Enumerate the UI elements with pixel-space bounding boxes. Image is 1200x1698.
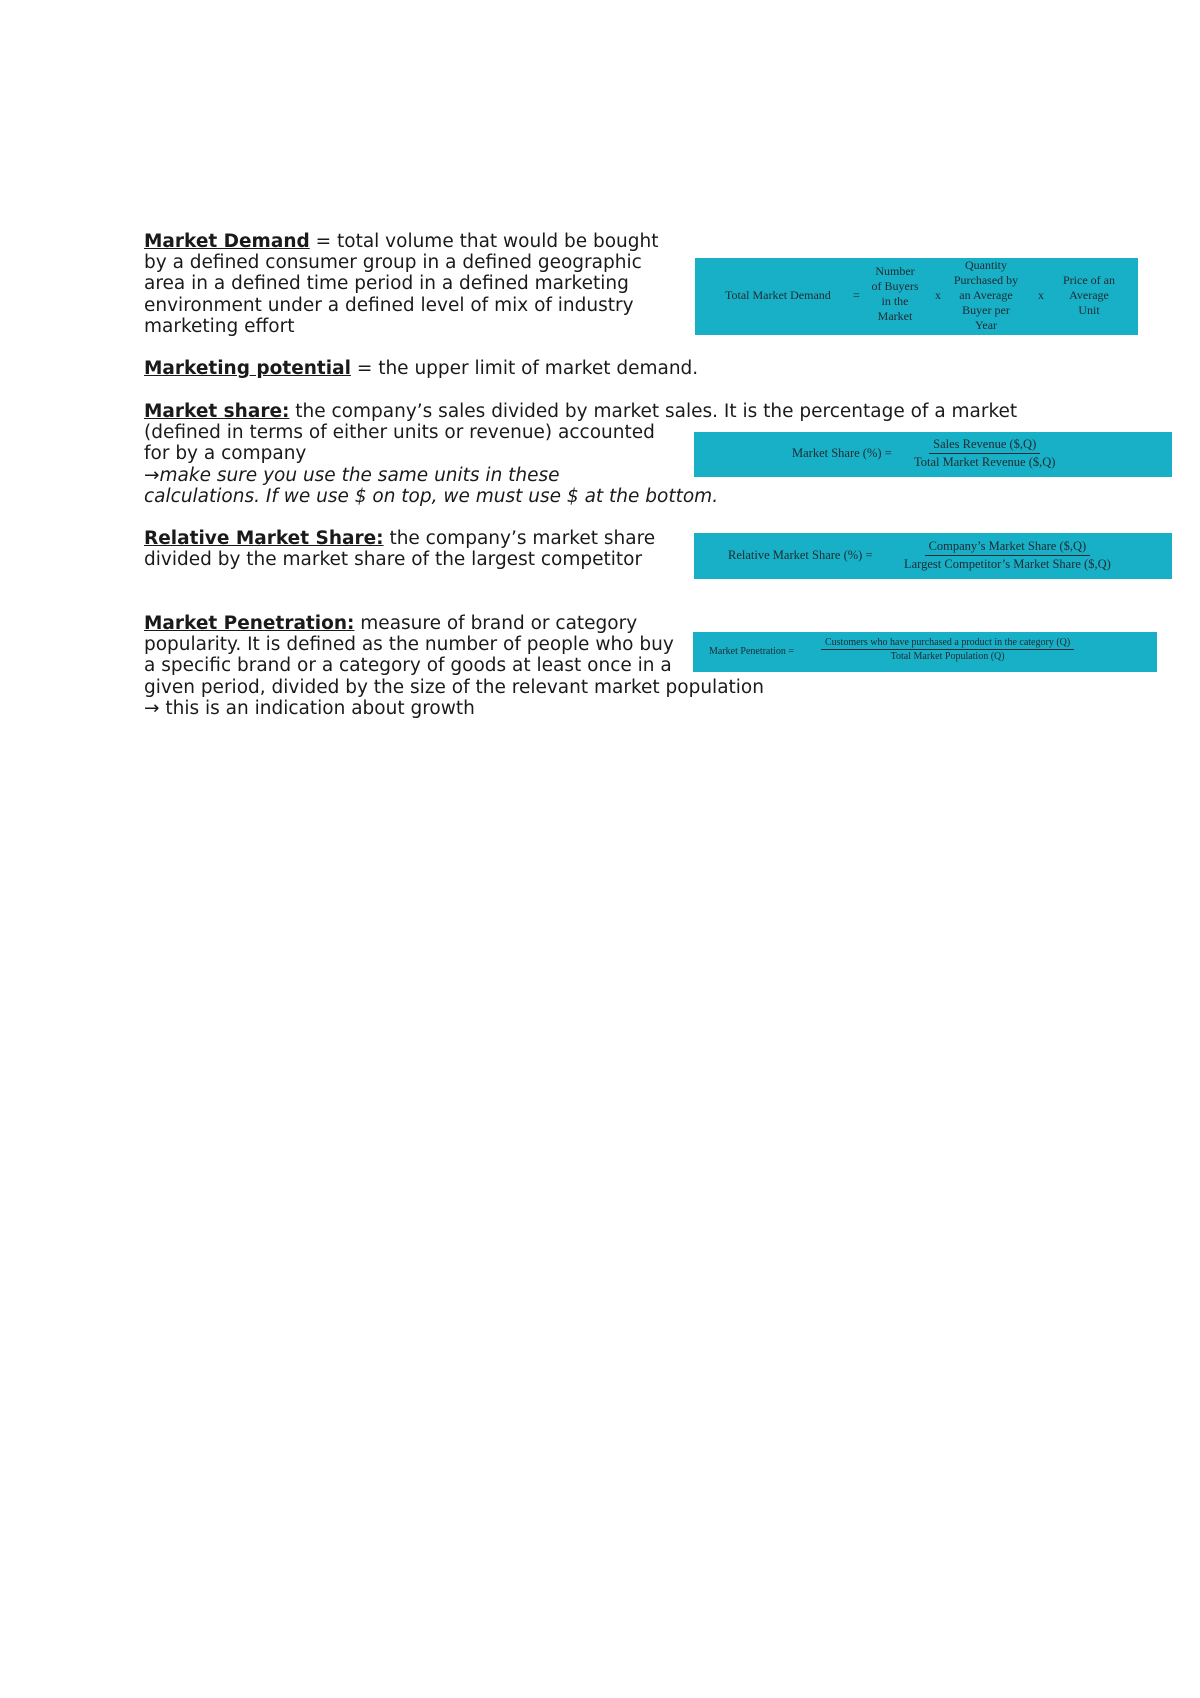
market-penetration-fraction — [821, 637, 1074, 662]
relative-market-share-term: Relative Market Share: — [144, 528, 384, 549]
market-penetration-line-5: → this is an indication about growth — [144, 697, 475, 719]
marketing-potential-text: = the upper limit of market demand. — [350, 358, 699, 379]
total-market-demand-equals: = — [853, 288, 860, 302]
market-penetration-line-4: given period, divided by the size of the relevant market population — [144, 676, 764, 698]
market-share-note-2: calculations. If we use $ on top, we must use $ at the bottom. — [144, 485, 719, 507]
market-demand-line-2: by a defined consumer group in a defined geographic — [144, 252, 642, 274]
times-sign-2: x — [1038, 288, 1044, 302]
market-share-term: Market share: — [144, 401, 290, 422]
market-demand-line-5: marketing effort — [144, 315, 295, 337]
relative-market-share-numerator: Company’s Market Share ($,Q) — [925, 539, 1091, 556]
market-penetration-line-3: a specific brand or a category of goods at least once in a — [144, 655, 672, 677]
relative-market-share-fraction — [900, 539, 1115, 572]
market-demand-line-4: environment under a defined level of mix of industry — [144, 294, 634, 316]
relative-market-share-formula — [694, 533, 1172, 579]
market-share-line-2: (defined in terms of either units or revenue) accounted — [144, 422, 655, 444]
market-penetration-formula — [693, 632, 1157, 672]
factor-quantity-purchased: Quantity Purchased by an Average Buyer per Year — [953, 258, 1019, 332]
total-market-demand-label: Total Market Demand — [725, 288, 831, 302]
market-demand-term: Market Demand — [144, 231, 310, 252]
market-share-fraction — [910, 437, 1059, 470]
relative-market-share-formula-label: Relative Market Share (%) = — [728, 548, 873, 562]
relative-market-share-section — [144, 528, 655, 570]
market-penetration-line-1: measure of brand or category — [354, 613, 638, 634]
market-share-denominator: Total Market Revenue ($,Q) — [914, 455, 1056, 469]
market-share-formula-label: Market Share (%) = — [792, 446, 892, 460]
market-share-line-3: for by a company — [144, 443, 307, 465]
market-demand-line-3: area in a defined time period in a defined marketing — [144, 273, 629, 295]
times-sign-1: x — [935, 288, 941, 302]
total-market-demand-formula — [695, 258, 1138, 335]
marketing-potential-term: Marketing potential — [144, 358, 351, 379]
market-share-line-1: the company’s sales divided by market sales. It is the percentage of a market — [289, 401, 1018, 422]
factor-number-of-buyers: Number of Buyers in the Market — [871, 264, 919, 323]
market-penetration-line-2: popularity. It is defined as the number of people who buy — [144, 634, 674, 656]
factor-price-of-unit: Price of an Average Unit — [1063, 273, 1115, 317]
market-demand-line-1: = total volume that would be bought — [309, 231, 659, 252]
market-share-numerator: Sales Revenue ($,Q) — [929, 437, 1040, 454]
market-share-note-1: →make sure you use the same units in these — [144, 464, 560, 486]
marketing-potential-section — [144, 358, 698, 379]
market-penetration-term: Market Penetration: — [144, 613, 355, 634]
relative-market-share-denominator: Largest Competitor’s Market Share ($,Q) — [904, 557, 1111, 571]
market-demand-section — [144, 231, 659, 337]
market-penetration-numerator: Customers who have purchased a product in the category (Q) — [821, 637, 1074, 650]
market-penetration-section — [144, 613, 764, 719]
market-share-formula — [694, 432, 1172, 477]
market-penetration-formula-label: Market Penetration = — [709, 646, 795, 657]
relative-market-share-line-2: divided by the market share of the largest competitor — [144, 549, 643, 571]
relative-market-share-line-1: the company’s market share — [383, 528, 656, 549]
market-penetration-denominator: Total Market Population (Q) — [890, 651, 1005, 662]
